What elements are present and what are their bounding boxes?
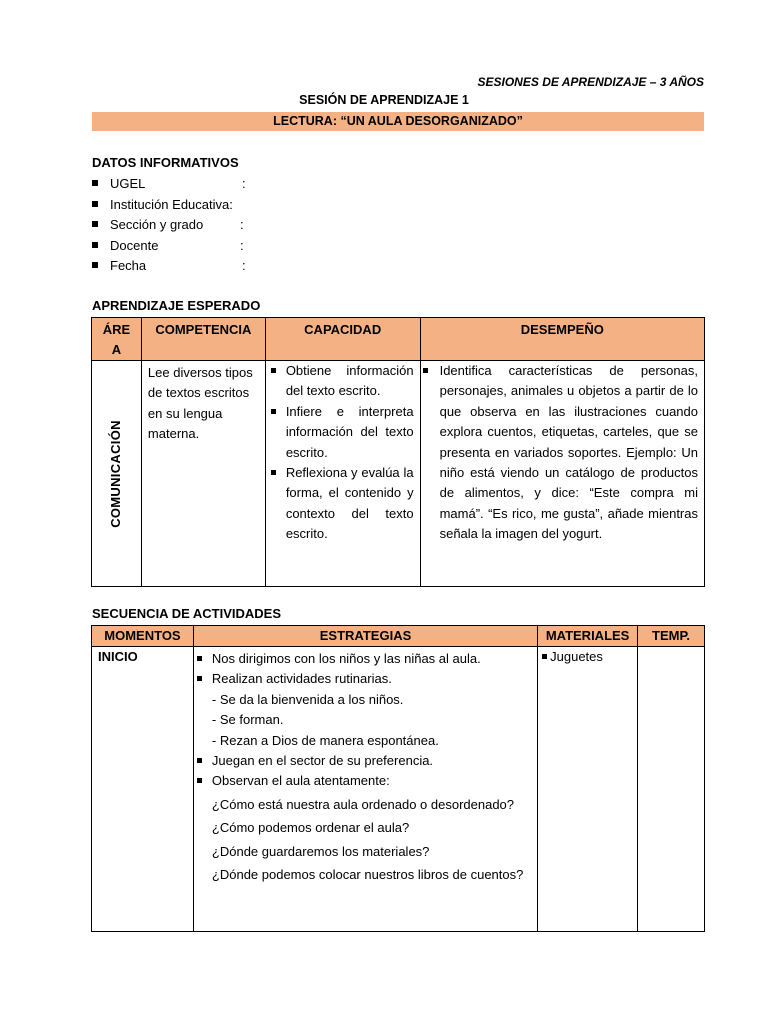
desempeno-text: Identifica características de personas, personajes, animales u objetos a partir de lo que observa en las ilustraciones cuando explora cuentos, etiquetas, carteles, que se presenta en variados soportes. Ejemplo: Un niño está viendo un catálogo de productos de alimentos, y dice: “Este compra mi mamá”. “Es rico, me gusta”, añade mientras señala la imagen del yogurt.: [439, 363, 698, 542]
question-item: ¿Dónde podemos colocar nuestros libros de cuentos?: [211, 867, 524, 883]
square-bullet-icon: [92, 221, 98, 227]
estrategia-text: Nos dirigimos con los niños y las niñas al aula.: [211, 651, 481, 666]
table-row: [92, 647, 705, 932]
aprendizaje-heading: APRENDIZAJE ESPERADO: [92, 298, 261, 313]
square-bullet-icon: [92, 180, 98, 186]
tiempo-cell: [638, 647, 705, 932]
square-bullet-icon: [271, 470, 276, 475]
table-row: [92, 361, 705, 587]
session-title: SESIÓN DE APRENDIZAJE 1: [299, 93, 469, 107]
question-item: ¿Dónde guardaremos los materiales?: [211, 843, 430, 859]
datos-colon: :: [240, 217, 244, 232]
datos-label: Sección y grado: [110, 217, 204, 232]
reading-title-bar: LECTURA: “UN AULA DESORGANIZADO”: [92, 112, 704, 131]
area-label: COMUNICACIÓN: [108, 419, 124, 528]
area-cell: [92, 361, 142, 587]
datos-label: Fecha: [110, 258, 147, 273]
list-item: [194, 751, 531, 771]
header-estrategias: ESTRATEGIAS: [193, 626, 537, 647]
list-item: [266, 463, 414, 545]
square-bullet-icon: [197, 676, 202, 681]
capacidad-cell: [265, 361, 420, 587]
list-item: [194, 669, 531, 689]
square-bullet-icon: [92, 242, 98, 248]
header-area-line2: A: [111, 342, 122, 357]
square-bullet-icon: [271, 409, 276, 414]
square-bullet-icon: [271, 368, 276, 373]
capacidad-text: Infiere e interpreta información del texto escrito.: [285, 403, 414, 460]
desempeno-item: [421, 361, 698, 545]
list-item: [194, 649, 531, 669]
header-capacidad: CAPACIDAD: [265, 318, 420, 361]
material-text: Juguetes: [550, 649, 603, 664]
estrategia-text: Observan el aula atentamente:: [211, 773, 390, 789]
materiales-cell: [538, 647, 638, 932]
header-area-line1: ÁRE: [102, 322, 131, 337]
list-item: [266, 361, 414, 402]
square-bullet-icon: [197, 758, 202, 763]
header-materiales: MATERIALES: [538, 626, 638, 647]
sub-item: - Rezan a Dios de manera espontánea.: [211, 732, 439, 748]
question-item: ¿Cómo está nuestra aula ordenado o desordenado?: [211, 796, 515, 812]
header-competencia: COMPETENCIA: [141, 318, 265, 361]
square-bullet-icon: [92, 262, 98, 268]
list-item: [544, 649, 631, 665]
estrategia-text: Realizan actividades rutinarias.: [211, 671, 392, 687]
desempeno-cell: [420, 361, 704, 587]
capacidad-text: Reflexiona y evalúa la forma, el contenido y contexto del texto escrito.: [285, 465, 414, 542]
square-bullet-icon: [197, 778, 202, 783]
datos-item-fecha: [92, 257, 246, 278]
estrategias-cell: [193, 647, 537, 932]
header-area: [92, 318, 142, 361]
question-item: ¿Cómo podemos ordenar el aula?: [211, 820, 410, 836]
datos-item-ugel: [92, 175, 246, 196]
datos-colon: :: [242, 176, 246, 191]
table-header-row: [92, 626, 705, 647]
series-title: SESIONES DE APRENDIZAJE – 3 AÑOS: [477, 75, 704, 89]
datos-item-docente: [92, 237, 244, 258]
datos-label: Docente: [110, 237, 159, 253]
capacidad-text: Obtiene información del texto escrito.: [285, 363, 414, 399]
list-item: [266, 402, 414, 463]
square-bullet-icon: [92, 201, 98, 207]
datos-label: Institución Educativa:: [110, 196, 233, 212]
datos-heading: DATOS INFORMATIVOS: [92, 155, 239, 170]
square-bullet-icon: [542, 654, 547, 659]
aprendizaje-table: [91, 317, 705, 587]
secuencia-table: [91, 625, 705, 932]
list-item: [194, 771, 531, 791]
datos-label: UGEL: [110, 176, 146, 191]
square-bullet-icon: [197, 656, 202, 661]
header-tiempo: TEMP.: [638, 626, 705, 647]
secuencia-heading: SECUENCIA DE ACTIVIDADES: [92, 606, 282, 621]
sub-item: - Se da la bienvenida a los niños.: [211, 691, 404, 707]
header-momentos: MOMENTOS: [92, 626, 194, 647]
datos-item-ie: [92, 196, 233, 217]
table-header-row: [92, 318, 705, 361]
square-bullet-icon: [423, 368, 428, 373]
sub-item: - Se forman.: [211, 712, 284, 728]
momento-cell: INICIO: [92, 647, 194, 932]
competencia-cell: Lee diversos tipos de textos escritos en su lengua materna.: [141, 361, 265, 587]
datos-colon: :: [240, 237, 244, 253]
capacidad-list: [266, 361, 420, 545]
datos-item-seccion: [92, 216, 244, 237]
estrategia-text: Juegan en el sector de su preferencia.: [211, 753, 434, 769]
datos-colon: :: [242, 258, 246, 273]
datos-list: [92, 175, 246, 278]
header-desempeno: DESEMPEÑO: [420, 318, 704, 361]
